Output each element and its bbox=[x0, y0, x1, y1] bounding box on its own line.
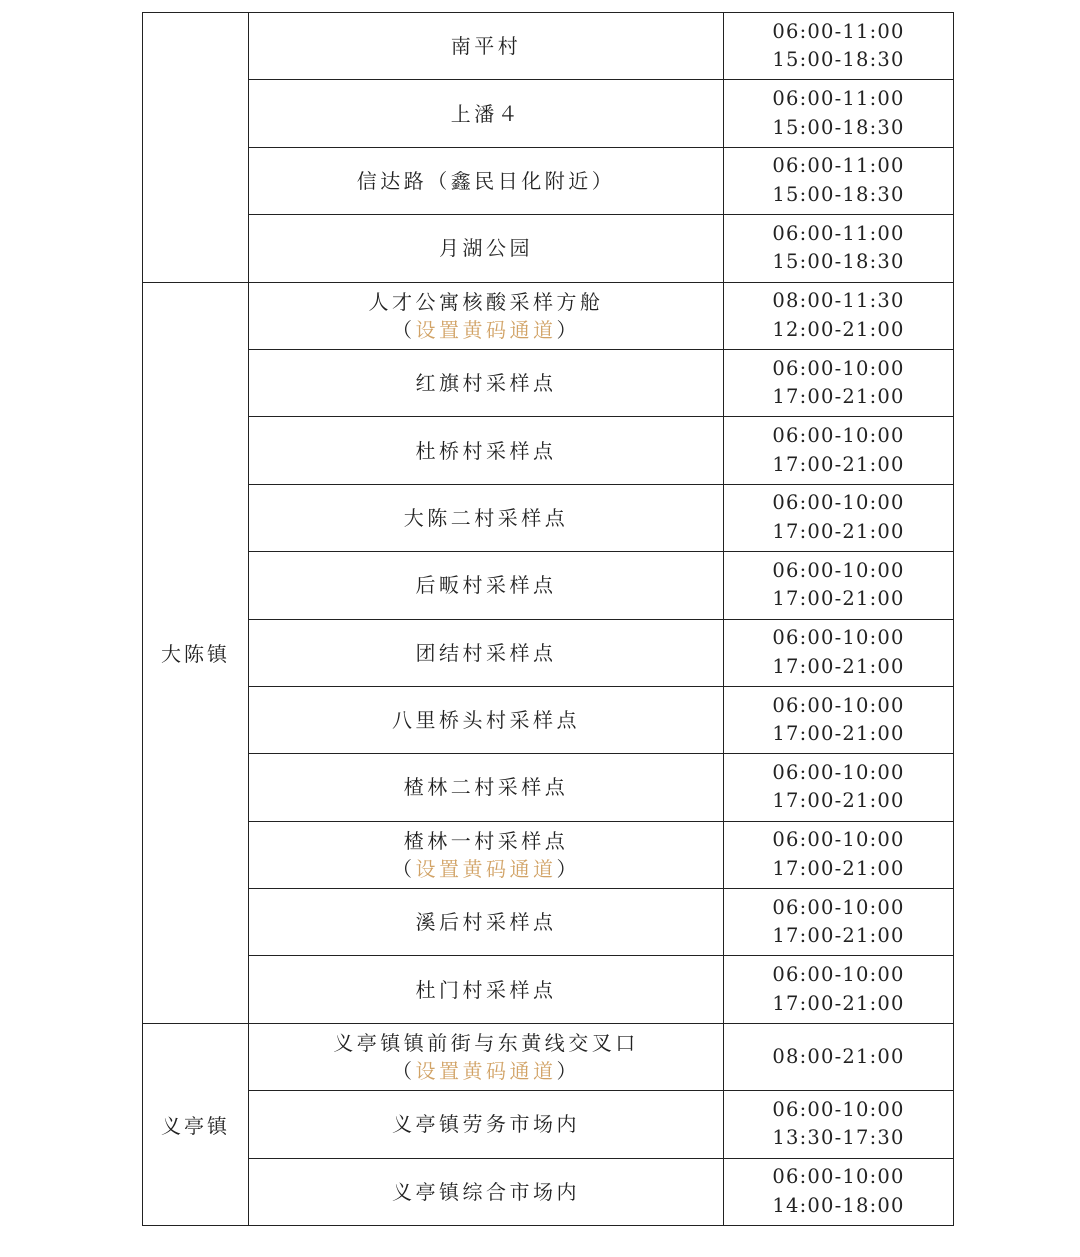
site-cell bbox=[249, 147, 724, 214]
table-row bbox=[143, 889, 954, 956]
time-range: 08:00-11:30 bbox=[772, 289, 905, 313]
table-row bbox=[143, 1023, 954, 1090]
time-cell bbox=[724, 1158, 954, 1225]
site-name: 溪后村采样点 bbox=[415, 910, 557, 935]
site-name: 信达路（鑫民日化附近） bbox=[356, 168, 616, 193]
site-name: 杜桥村采样点 bbox=[415, 438, 557, 463]
time-range: 06:00-10:00 bbox=[772, 491, 905, 515]
site-name: 义亭镇劳务市场内 bbox=[392, 1112, 580, 1137]
time-range: 06:00-11:00 bbox=[772, 87, 905, 111]
site-name: 后畈村采样点 bbox=[415, 573, 557, 598]
site-name: 楂林一村采样点 bbox=[403, 828, 569, 853]
site-cell bbox=[249, 349, 724, 416]
time-cell bbox=[724, 889, 954, 956]
site-name: 八里桥头村采样点 bbox=[392, 708, 580, 733]
site-cell bbox=[249, 1091, 724, 1158]
time-cell bbox=[724, 147, 954, 214]
time-range: 17:00-21:00 bbox=[772, 924, 905, 948]
table-row bbox=[143, 13, 954, 80]
time-range: 15:00-18:30 bbox=[772, 182, 905, 206]
time-cell bbox=[724, 80, 954, 147]
table-row bbox=[143, 686, 954, 753]
time-range: 06:00-10:00 bbox=[772, 760, 905, 784]
time-range: 06:00-10:00 bbox=[772, 963, 905, 987]
time-cell bbox=[724, 552, 954, 619]
time-cell bbox=[724, 484, 954, 551]
time-cell bbox=[724, 215, 954, 282]
table-row bbox=[143, 552, 954, 619]
yellow-code-note-text: 设置黄码通道 bbox=[415, 1059, 557, 1084]
site-cell bbox=[249, 282, 724, 349]
town-cell bbox=[143, 1023, 249, 1225]
time-cell bbox=[724, 349, 954, 416]
time-range: 06:00-10:00 bbox=[772, 356, 905, 380]
site-name: 杜门村采样点 bbox=[415, 977, 557, 1002]
yellow-code-note-text: 设置黄码通道 bbox=[415, 317, 557, 342]
time-range: 17:00-21:00 bbox=[772, 385, 905, 409]
site-cell bbox=[249, 215, 724, 282]
site-name: 义亭镇综合市场内 bbox=[392, 1179, 580, 1204]
time-range: 17:00-21:00 bbox=[772, 722, 905, 746]
table-row bbox=[143, 282, 954, 349]
yellow-code-note-text: 设置黄码通道 bbox=[415, 856, 557, 881]
site-name: 楂林二村采样点 bbox=[403, 775, 569, 800]
site-name: 月湖公园 bbox=[439, 236, 533, 261]
table-row bbox=[143, 147, 954, 214]
time-range: 13:30-17:30 bbox=[772, 1126, 905, 1150]
time-cell bbox=[724, 686, 954, 753]
time-range: 15:00-18:30 bbox=[772, 48, 905, 72]
time-range: 17:00-21:00 bbox=[772, 587, 905, 611]
time-cell bbox=[724, 282, 954, 349]
time-range: 14:00-18:00 bbox=[772, 1193, 905, 1217]
time-range: 06:00-10:00 bbox=[772, 626, 905, 650]
table-row bbox=[143, 1158, 954, 1225]
table-row bbox=[143, 484, 954, 551]
table-row bbox=[143, 619, 954, 686]
site-cell bbox=[249, 484, 724, 551]
time-cell bbox=[724, 13, 954, 80]
table-row bbox=[143, 956, 954, 1023]
table-row bbox=[143, 821, 954, 888]
time-range: 17:00-21:00 bbox=[772, 991, 905, 1015]
site-cell bbox=[249, 754, 724, 821]
site-name: 红旗村采样点 bbox=[415, 371, 557, 396]
site-cell bbox=[249, 821, 724, 888]
site-cell bbox=[249, 13, 724, 80]
site-name: 义亭镇镇前街与东黄线交叉口 bbox=[333, 1031, 639, 1056]
site-name: 南平村 bbox=[450, 34, 522, 59]
time-cell bbox=[724, 417, 954, 484]
time-range: 17:00-21:00 bbox=[772, 519, 905, 543]
time-range: 06:00-11:00 bbox=[772, 154, 905, 178]
time-range: 06:00-10:00 bbox=[772, 693, 905, 717]
site-cell bbox=[249, 80, 724, 147]
yellow-code-note: （设置黄码通道） bbox=[392, 317, 580, 342]
time-range: 17:00-21:00 bbox=[772, 452, 905, 476]
time-range: 06:00-11:00 bbox=[772, 19, 905, 43]
site-cell bbox=[249, 956, 724, 1023]
time-range: 08:00-21:00 bbox=[772, 1044, 905, 1068]
site-cell bbox=[249, 686, 724, 753]
time-range: 06:00-11:00 bbox=[772, 221, 905, 245]
time-range: 17:00-21:00 bbox=[772, 856, 905, 880]
time-range: 15:00-18:30 bbox=[772, 115, 905, 139]
site-cell bbox=[249, 552, 724, 619]
time-cell bbox=[724, 1023, 954, 1090]
town-label: 大陈镇 bbox=[161, 642, 230, 667]
time-range: 06:00-10:00 bbox=[772, 558, 905, 582]
time-range: 06:00-10:00 bbox=[772, 424, 905, 448]
site-cell bbox=[249, 889, 724, 956]
yellow-code-note: （设置黄码通道） bbox=[392, 1059, 580, 1084]
site-cell bbox=[249, 619, 724, 686]
table-row bbox=[143, 417, 954, 484]
time-range: 06:00-10:00 bbox=[772, 1097, 905, 1121]
site-name: 大陈二村采样点 bbox=[403, 505, 569, 530]
table-row bbox=[143, 1091, 954, 1158]
table-row bbox=[143, 215, 954, 282]
time-range: 17:00-21:00 bbox=[772, 789, 905, 813]
time-range: 06:00-10:00 bbox=[772, 1165, 905, 1189]
time-range: 12:00-21:00 bbox=[772, 317, 905, 341]
time-cell bbox=[724, 754, 954, 821]
time-range: 06:00-10:00 bbox=[772, 828, 905, 852]
site-cell bbox=[249, 417, 724, 484]
site-cell bbox=[249, 1023, 724, 1090]
time-range: 17:00-21:00 bbox=[772, 654, 905, 678]
table-body bbox=[143, 13, 954, 1226]
time-cell bbox=[724, 1091, 954, 1158]
table-row bbox=[143, 349, 954, 416]
site-name: 人才公寓核酸采样方舱 bbox=[368, 289, 604, 314]
testing-sites-table bbox=[142, 12, 954, 1226]
time-range: 15:00-18:30 bbox=[772, 250, 905, 274]
town-label: 义亭镇 bbox=[161, 1113, 230, 1138]
table-row bbox=[143, 754, 954, 821]
town-cell bbox=[143, 282, 249, 1023]
time-cell bbox=[724, 619, 954, 686]
site-name: 团结村采样点 bbox=[415, 640, 557, 665]
table-row bbox=[143, 80, 954, 147]
yellow-code-note: （设置黄码通道） bbox=[392, 856, 580, 881]
site-cell bbox=[249, 1158, 724, 1225]
time-cell bbox=[724, 956, 954, 1023]
site-name: 上潘４ bbox=[450, 101, 522, 126]
town-cell bbox=[143, 13, 249, 283]
time-cell bbox=[724, 821, 954, 888]
time-range: 06:00-10:00 bbox=[772, 895, 905, 919]
